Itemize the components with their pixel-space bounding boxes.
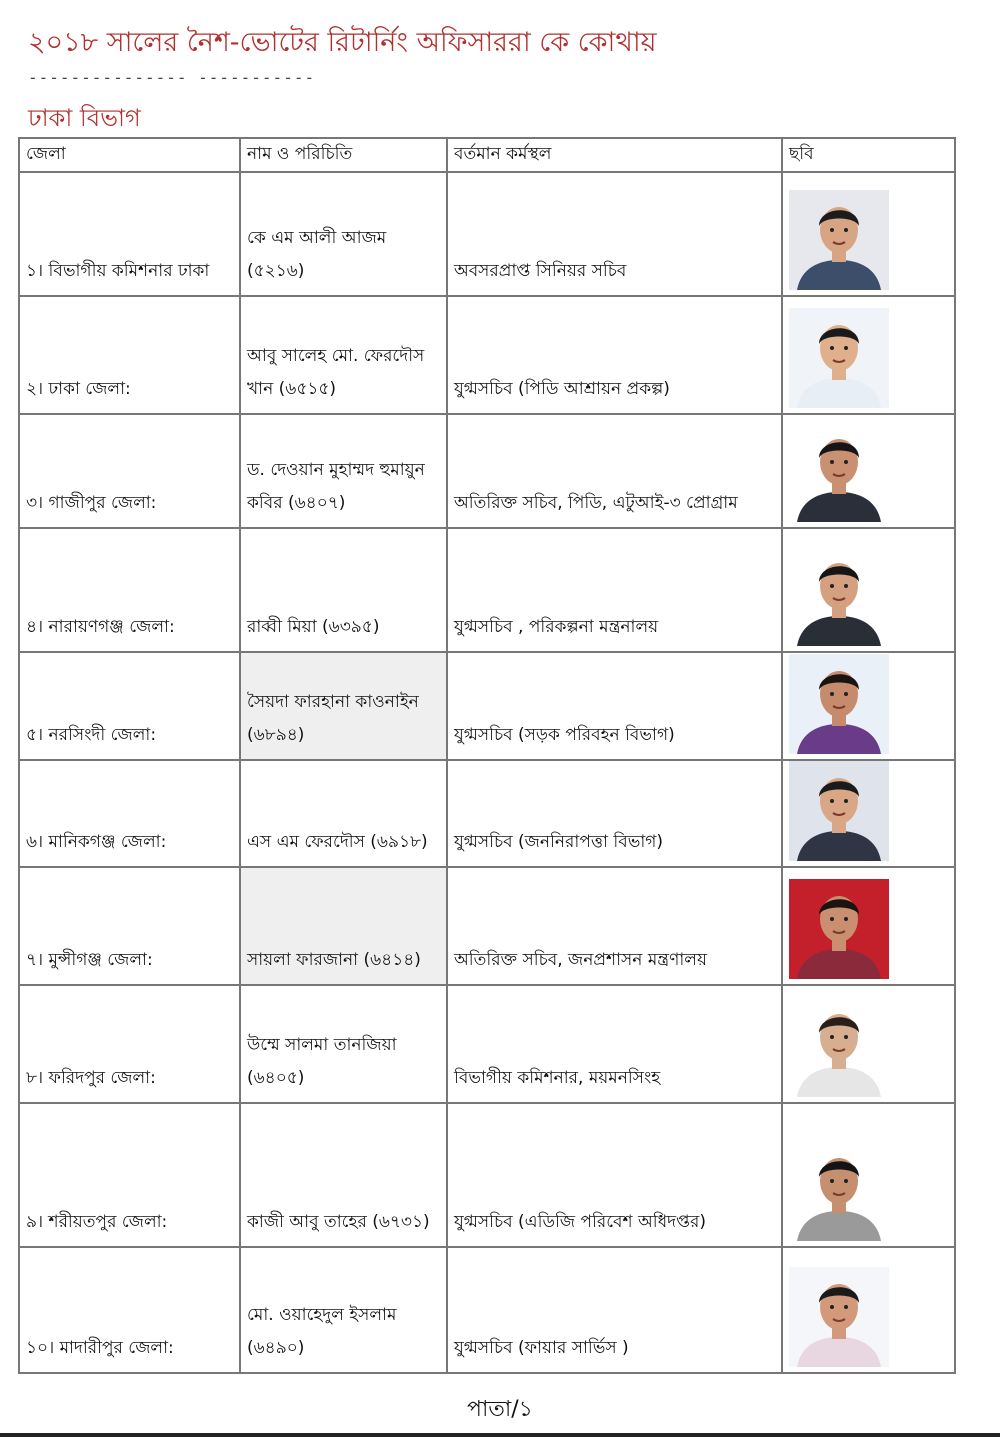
portrait-photo bbox=[789, 1141, 889, 1241]
table-row bbox=[19, 867, 955, 985]
division-heading: ঢাকা বিভাগ bbox=[28, 104, 141, 132]
table-row bbox=[19, 1247, 955, 1373]
officer-name-cell bbox=[240, 652, 447, 760]
table-row bbox=[19, 296, 955, 414]
table-row bbox=[19, 985, 955, 1103]
district-cell bbox=[19, 172, 240, 296]
district-text: ৫। নরসিংদী জেলা: bbox=[26, 724, 157, 745]
table-row bbox=[19, 652, 955, 760]
photo-cell bbox=[782, 414, 955, 528]
officer-name-text: ড. দেওয়ান মুহাম্মদ হুমায়ুন কবির (৬৪০৭) bbox=[247, 460, 425, 513]
officer-name-text: কাজী আবু তাহের (৬৭৩১) bbox=[247, 1211, 430, 1232]
portrait-photo bbox=[789, 654, 889, 754]
district-text: ৮। ফরিদপুর জেলা: bbox=[26, 1067, 156, 1088]
officers-table-body bbox=[19, 172, 955, 1373]
officer-name-text: উম্মে সালমা তানজিয়া (৬৪০৫) bbox=[247, 1035, 397, 1088]
officer-name-text: রাব্বী মিয়া (৬৩৯৫) bbox=[247, 616, 380, 637]
officer-name-cell bbox=[240, 985, 447, 1103]
current-post-cell bbox=[447, 1247, 782, 1373]
current-post-text: অতিরিক্ত সচিব, জনপ্রশাসন মন্ত্রণালয় bbox=[454, 949, 707, 970]
current-post-text: যুগ্মসচিব (পিডি আশ্রায়ন প্রকল্প) bbox=[454, 378, 670, 399]
officer-name-cell bbox=[240, 1247, 447, 1373]
officer-name-text: এস এম ফেরদৌস (৬৯১৮) bbox=[247, 831, 428, 852]
portrait-photo bbox=[789, 879, 889, 979]
officer-name-cell bbox=[240, 760, 447, 867]
current-post-cell bbox=[447, 867, 782, 985]
officer-name-text: আবু সালেহ মো. ফেরদৌস খান (৬৫১৫) bbox=[247, 346, 425, 399]
district-text: ৭। মুন্সীগঞ্জ জেলা: bbox=[26, 949, 153, 970]
table-row bbox=[19, 760, 955, 867]
photo-cell bbox=[782, 1103, 955, 1247]
current-post-cell bbox=[447, 296, 782, 414]
officer-name-cell bbox=[240, 296, 447, 414]
page-title: ২০১৮ সালের নৈশ-ভোটের রিটার্নিং অফিসাররা কে কোথায় bbox=[28, 27, 657, 58]
portrait-photo bbox=[789, 422, 889, 522]
table-row bbox=[19, 172, 955, 296]
portrait-photo bbox=[789, 761, 889, 861]
district-cell bbox=[19, 296, 240, 414]
photo-cell bbox=[782, 528, 955, 652]
district-text: ১০। মাদারীপুর জেলা: bbox=[26, 1337, 174, 1358]
photo-cell bbox=[782, 985, 955, 1103]
officer-name-text: কে এম আলী আজম (৫২১৬) bbox=[247, 228, 387, 281]
district-cell bbox=[19, 867, 240, 985]
table-row bbox=[19, 414, 955, 528]
district-cell bbox=[19, 528, 240, 652]
current-post-cell bbox=[447, 414, 782, 528]
officer-name-cell bbox=[240, 172, 447, 296]
district-text: ৯। শরীয়তপুর জেলা: bbox=[26, 1211, 168, 1232]
current-post-text: অবসরপ্রাপ্ত সিনিয়র সচিব bbox=[454, 260, 627, 281]
current-post-text: অতিরিক্ত সচিব, পিডি, এটুআই-৩ প্রোগ্রাম bbox=[454, 492, 738, 513]
officer-name-cell bbox=[240, 867, 447, 985]
table-header-row bbox=[19, 138, 955, 172]
district-text: ২। ঢাকা জেলা: bbox=[26, 378, 131, 399]
photo-cell bbox=[782, 652, 955, 760]
portrait-photo bbox=[789, 308, 889, 408]
officer-name-text: সৈয়দা ফারহানা কাওনাইন (৬৮৯৪) bbox=[247, 692, 419, 745]
header-district: জেলা bbox=[19, 138, 240, 172]
table-row bbox=[19, 528, 955, 652]
district-text: ৩। গাজীপুর জেলা: bbox=[26, 492, 157, 513]
photo-cell bbox=[782, 172, 955, 296]
district-cell bbox=[19, 985, 240, 1103]
officer-name-text: মো. ওয়াহেদুল ইসলাম (৬৪৯০) bbox=[247, 1305, 397, 1358]
district-cell bbox=[19, 652, 240, 760]
current-post-cell bbox=[447, 1103, 782, 1247]
portrait-photo bbox=[789, 546, 889, 646]
current-post-cell bbox=[447, 985, 782, 1103]
district-text: ৬। মানিকগঞ্জ জেলা: bbox=[26, 831, 167, 852]
table-row bbox=[19, 1103, 955, 1247]
officer-name-text: সায়লা ফারজানা (৬৪১৪) bbox=[247, 949, 421, 970]
officers-table bbox=[18, 137, 956, 1374]
current-post-text: বিভাগীয় কমিশনার, ময়মনসিংহ bbox=[454, 1067, 661, 1088]
current-post-text: যুগ্মসচিব (সড়ক পরিবহন বিভাগ) bbox=[454, 724, 675, 745]
photo-cell bbox=[782, 1247, 955, 1373]
district-cell bbox=[19, 414, 240, 528]
photo-cell bbox=[782, 760, 955, 867]
district-text: ৪। নারায়ণগঞ্জ জেলা: bbox=[26, 616, 175, 637]
officer-name-cell bbox=[240, 414, 447, 528]
current-post-cell bbox=[447, 528, 782, 652]
current-post-cell bbox=[447, 760, 782, 867]
current-post-text: যুগ্মসচিব (ফায়ার সার্ভিস ) bbox=[454, 1337, 629, 1358]
district-cell bbox=[19, 1103, 240, 1247]
district-cell bbox=[19, 760, 240, 867]
district-cell bbox=[19, 1247, 240, 1373]
portrait-photo bbox=[789, 997, 889, 1097]
current-post-text: যুগ্মসচিব , পরিকল্পনা মন্ত্রনালয় bbox=[454, 616, 659, 637]
portrait-photo bbox=[789, 1267, 889, 1367]
header-photo: ছবি bbox=[782, 138, 955, 172]
dashed-rule: --------------- ----------- bbox=[28, 68, 316, 87]
photo-cell bbox=[782, 867, 955, 985]
current-post-text: যুগ্মসচিব (এডিজি পরিবেশ অধিদপ্তর) bbox=[454, 1211, 706, 1232]
photo-cell bbox=[782, 296, 955, 414]
portrait-photo bbox=[789, 190, 889, 290]
page-number: পাতা/১ bbox=[467, 1397, 533, 1422]
officer-name-cell bbox=[240, 1103, 447, 1247]
current-post-cell bbox=[447, 172, 782, 296]
officer-name-cell bbox=[240, 528, 447, 652]
current-post-text: যুগ্মসচিব (জননিরাপত্তা বিভাগ) bbox=[454, 831, 664, 852]
current-post-cell bbox=[447, 652, 782, 760]
bottom-divider bbox=[0, 1433, 1000, 1437]
header-current-post: বর্তমান কর্মস্থল bbox=[447, 138, 782, 172]
district-text: ১। বিভাগীয় কমিশনার ঢাকা bbox=[26, 260, 210, 281]
header-name: নাম ও পরিচিতি bbox=[240, 138, 447, 172]
